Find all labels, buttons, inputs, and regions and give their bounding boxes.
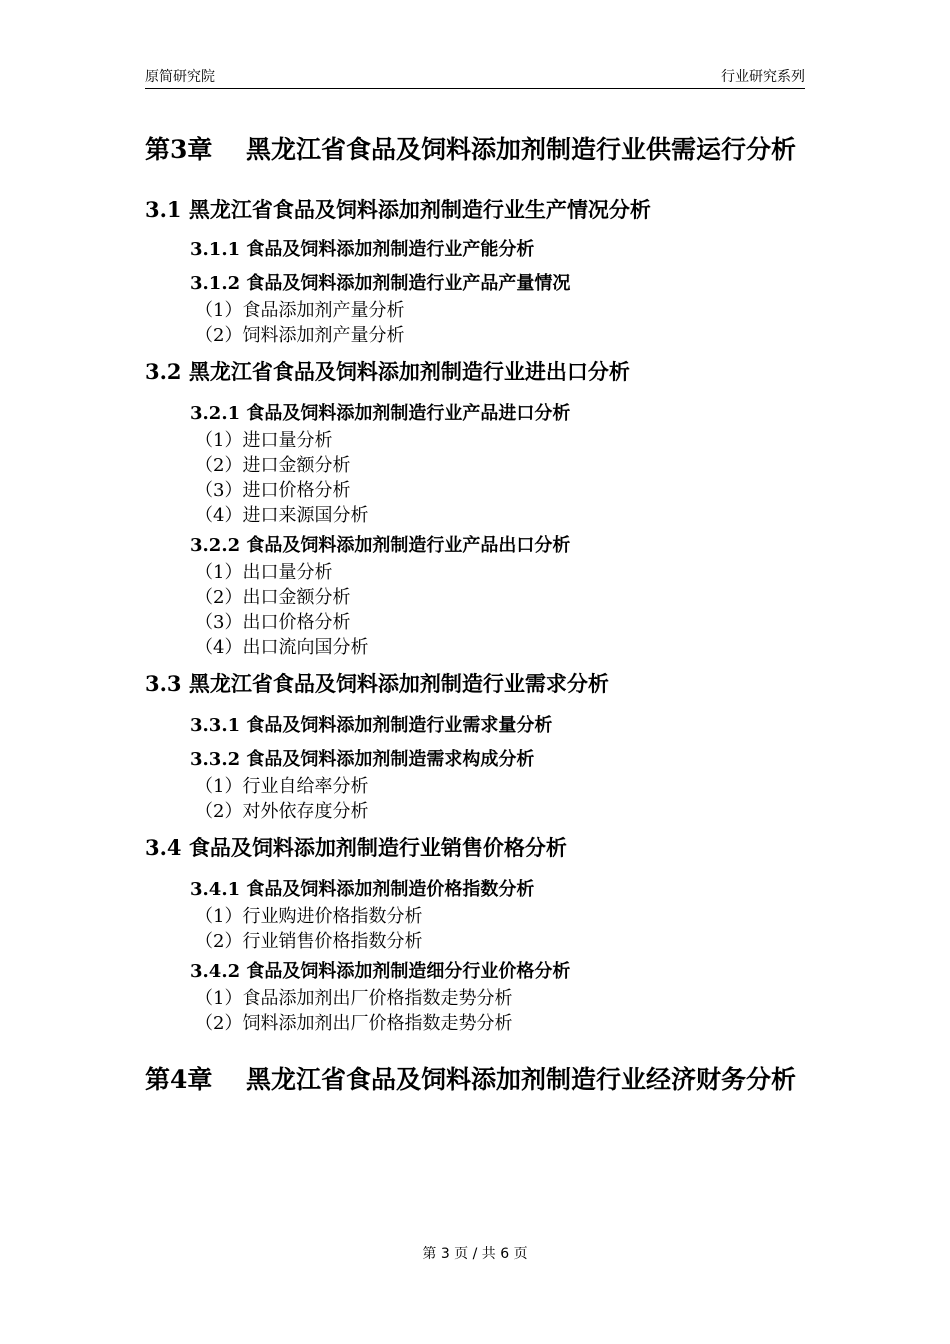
page-number: 第 3 页 / 共 6 页: [422, 1246, 528, 1262]
chapter-3-title: 黑龙江省食品及饲料添加剂制造行业供需运行分析: [246, 135, 797, 164]
section-3-4: 3.4 食品及饲料添加剂制造行业销售价格分析: [145, 835, 567, 860]
chapter-4-number: 第4章: [145, 1065, 213, 1094]
header-org: 原简研究院: [145, 69, 215, 85]
toc-content: [145, 130, 825, 1100]
list-item: （1）食品添加剂出厂价格指数走势分析: [195, 988, 513, 1009]
list-item: （2）行业销售价格指数分析: [195, 931, 423, 952]
list-item: （1）出口量分析: [195, 562, 333, 583]
list-item: （2）饲料添加剂产量分析: [195, 325, 405, 346]
subsection-3-4-1: 3.4.1 食品及饲料添加剂制造价格指数分析: [190, 879, 535, 900]
subsection-3-2-2: 3.2.2 食品及饲料添加剂制造行业产品出口分析: [190, 535, 571, 556]
subsection-3-3-2: 3.3.2 食品及饲料添加剂制造需求构成分析: [190, 749, 535, 770]
list-item: （2）出口金额分析: [195, 587, 351, 608]
list-item: （2）进口金额分析: [195, 455, 351, 476]
subsection-3-4-2: 3.4.2 食品及饲料添加剂制造细分行业价格分析: [190, 961, 571, 982]
list-item: （1）行业自给率分析: [195, 776, 369, 797]
list-item: （4）出口流向国分析: [195, 637, 369, 658]
subsection-3-1-2: 3.1.2 食品及饲料添加剂制造行业产品产量情况: [190, 273, 571, 294]
list-item: （1）进口量分析: [195, 430, 333, 451]
list-item: （2）饲料添加剂出厂价格指数走势分析: [195, 1013, 513, 1034]
chapter-3-number: 第3章: [145, 135, 213, 164]
list-item: （1）行业购进价格指数分析: [195, 906, 423, 927]
list-item: （2）对外依存度分析: [195, 801, 369, 822]
chapter-3-heading: [145, 130, 825, 170]
header-series: 行业研究系列: [721, 69, 805, 85]
chapter-4-heading: [145, 1060, 825, 1100]
list-item: （4）进口来源国分析: [195, 505, 369, 526]
section-3-3: 3.3 黑龙江省食品及饲料添加剂制造行业需求分析: [145, 671, 609, 696]
list-item: （3）出口价格分析: [195, 612, 351, 633]
section-3-2: 3.2 黑龙江省食品及饲料添加剂制造行业进出口分析: [145, 359, 630, 384]
subsection-3-2-1: 3.2.1 食品及饲料添加剂制造行业产品进口分析: [190, 403, 571, 424]
list-item: （1）食品添加剂产量分析: [195, 300, 405, 321]
subsection-3-3-1: 3.3.1 食品及饲料添加剂制造行业需求量分析: [190, 715, 553, 736]
page-header: [145, 66, 805, 89]
chapter-4-title: 黑龙江省食品及饲料添加剂制造行业经济财务分析: [246, 1065, 797, 1094]
subsection-3-1-1: 3.1.1 食品及饲料添加剂制造行业产能分析: [190, 239, 535, 260]
section-3-1: 3.1 黑龙江省食品及饲料添加剂制造行业生产情况分析: [145, 197, 651, 222]
list-item: （3）进口价格分析: [195, 480, 351, 501]
